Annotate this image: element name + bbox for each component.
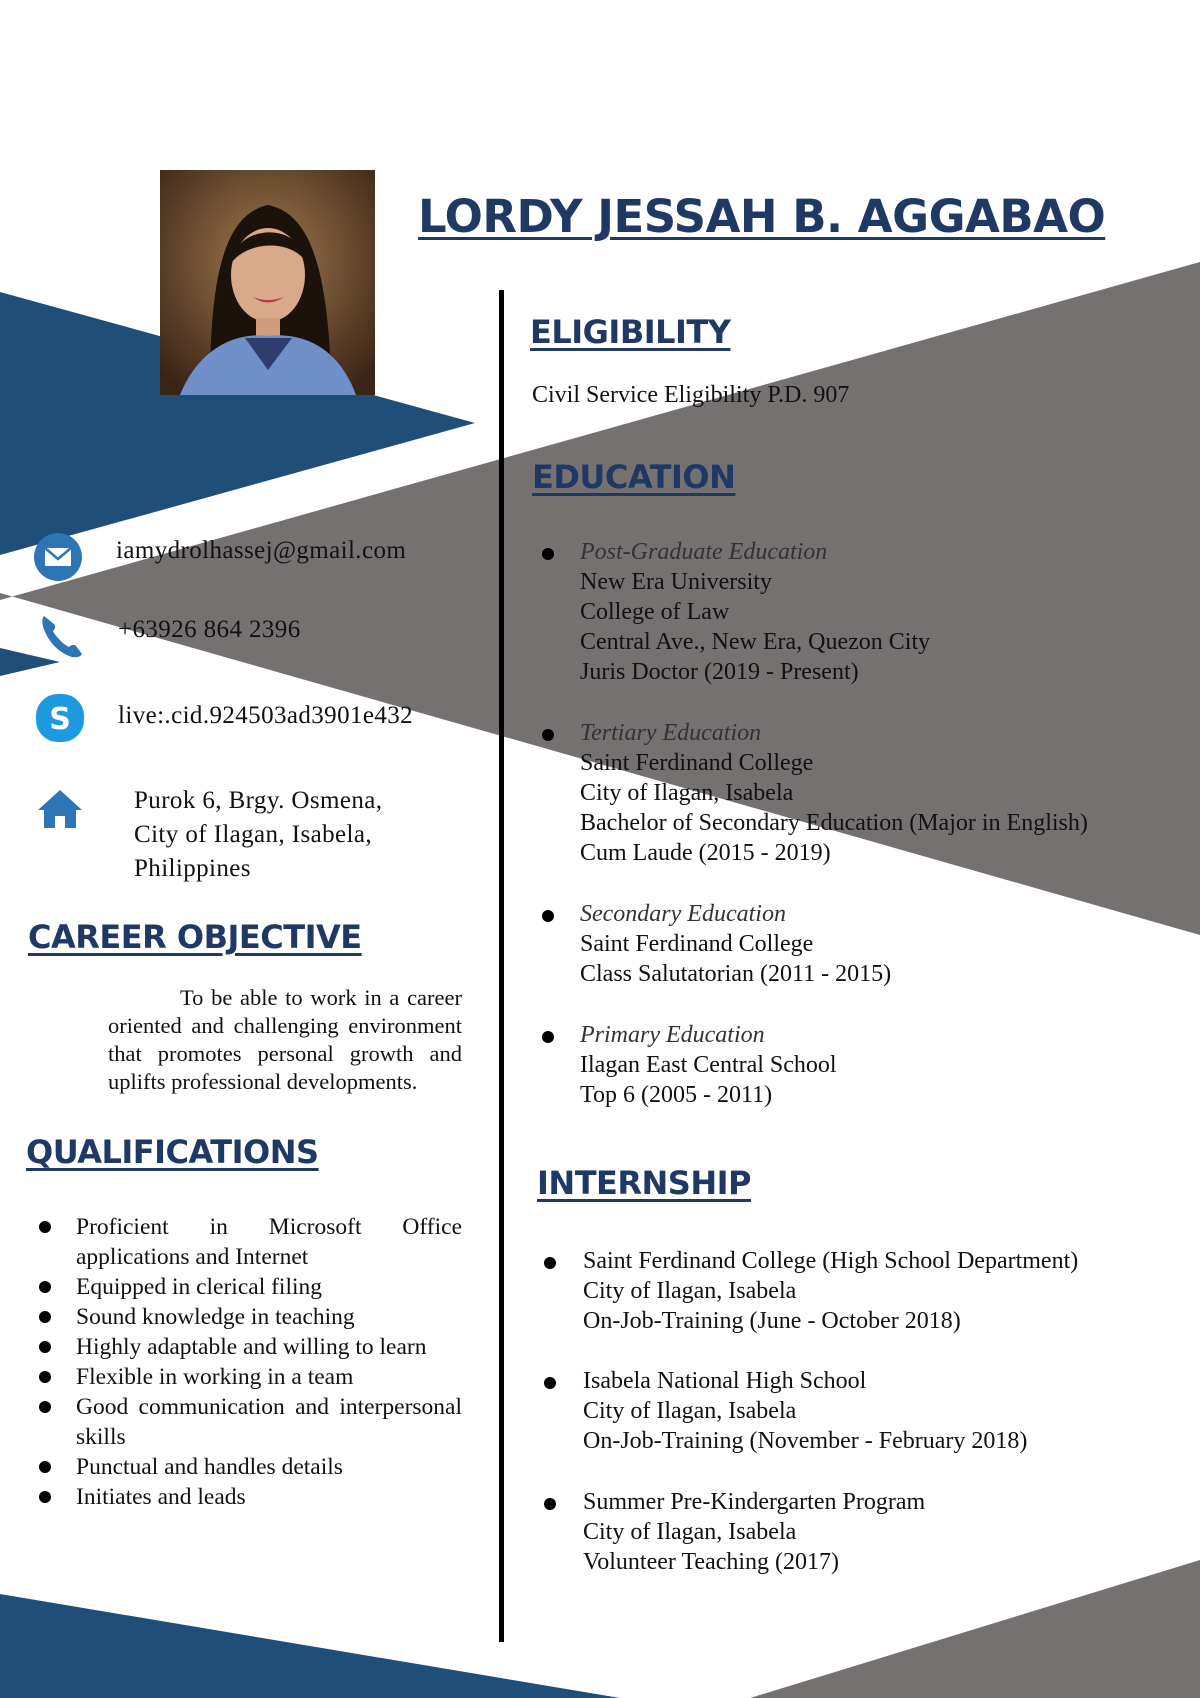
list-item-text: Good communication and interpersonal skills bbox=[76, 1394, 462, 1450]
bullet-icon bbox=[39, 1401, 51, 1413]
list-item-text: Initiates and leads bbox=[76, 1484, 246, 1510]
bullet-icon bbox=[39, 1311, 51, 1323]
internship-line: On-Job-Training (November - February 2018) bbox=[583, 1428, 1028, 1454]
education-level: Post-Graduate Education bbox=[580, 539, 828, 565]
eligibility-text: Civil Service Eligibility P.D. 907 bbox=[532, 382, 850, 408]
profile-photo bbox=[160, 170, 375, 395]
education-line: City of Ilagan, Isabela bbox=[580, 780, 794, 806]
bullet-icon bbox=[542, 729, 554, 741]
list-item bbox=[36, 1452, 462, 1482]
education-level: Primary Education bbox=[580, 1022, 765, 1048]
bullet-icon bbox=[39, 1461, 51, 1473]
bullet-icon bbox=[39, 1221, 51, 1233]
address-block bbox=[134, 784, 382, 886]
list-item-text: Highly adaptable and willing to learn bbox=[76, 1334, 427, 1360]
education-level: Tertiary Education bbox=[580, 720, 762, 746]
internship-line: City of Ilagan, Isabela bbox=[583, 1519, 797, 1545]
career-objective-heading: CAREER OBJECTIVE bbox=[28, 918, 362, 956]
list-item bbox=[36, 1362, 462, 1392]
education-heading: EDUCATION bbox=[532, 458, 736, 496]
page-title: LORDY JESSAH B. AGGABAO bbox=[418, 190, 1106, 243]
education-line: Ilagan East Central School bbox=[580, 1052, 837, 1078]
qualifications-list bbox=[36, 1212, 462, 1512]
envelope-icon bbox=[32, 531, 84, 583]
internship-line: On-Job-Training (June - October 2018) bbox=[583, 1308, 961, 1334]
internship-item bbox=[540, 1246, 1160, 1336]
column-divider bbox=[499, 290, 504, 1642]
bullet-icon bbox=[39, 1341, 51, 1353]
education-line: Cum Laude (2015 - 2019) bbox=[580, 840, 831, 866]
list-item bbox=[36, 1212, 462, 1272]
bullet-icon bbox=[39, 1371, 51, 1383]
list-item-text: Punctual and handles details bbox=[76, 1454, 343, 1480]
list-item-text: Sound knowledge in teaching bbox=[76, 1304, 355, 1330]
navy-bottom-shape bbox=[0, 1594, 620, 1698]
list-item-text: Proficient in Microsoft Office applications and Internet bbox=[76, 1214, 462, 1270]
address-line: Philippines bbox=[134, 855, 251, 882]
list-item bbox=[36, 1392, 462, 1452]
education-line: Bachelor of Secondary Education (Major in English) bbox=[580, 810, 1088, 836]
education-line: Saint Ferdinand College bbox=[580, 931, 814, 957]
gray-bottom-shape bbox=[750, 1560, 1200, 1698]
internship-line: Volunteer Teaching (2017) bbox=[583, 1549, 840, 1575]
phone-text: +63926 864 2396 bbox=[118, 616, 301, 643]
list-item bbox=[36, 1482, 462, 1512]
internship-line: City of Ilagan, Isabela bbox=[583, 1398, 797, 1424]
email-text: iamydrolhassej@gmail.com bbox=[116, 537, 407, 564]
internship-heading: INTERNSHIP bbox=[537, 1164, 751, 1202]
bullet-icon bbox=[39, 1281, 51, 1293]
svg-text:S: S bbox=[49, 702, 71, 737]
internship-line: City of Ilagan, Isabela bbox=[583, 1278, 797, 1304]
qualifications-heading: QUALIFICATIONS bbox=[26, 1133, 319, 1171]
education-item bbox=[538, 537, 1158, 687]
address-line: City of Ilagan, Isabela, bbox=[134, 821, 372, 848]
bullet-icon bbox=[544, 1498, 556, 1510]
education-line: Juris Doctor (2019 - Present) bbox=[580, 659, 859, 685]
education-line: Class Salutatorian (2011 - 2015) bbox=[580, 961, 892, 987]
phone-icon bbox=[36, 610, 88, 662]
career-objective-text: To be able to work in a career oriented and challenging environment that promotes personal growth and uplifts professional developments. bbox=[108, 985, 462, 1094]
education-item bbox=[538, 718, 1158, 868]
list-item bbox=[36, 1302, 462, 1332]
education-line: College of Law bbox=[580, 599, 730, 625]
internship-line: Isabela National High School bbox=[583, 1368, 867, 1394]
list-item bbox=[36, 1272, 462, 1302]
bullet-icon bbox=[544, 1257, 556, 1269]
bullet-icon bbox=[542, 548, 554, 560]
skype-icon bbox=[34, 692, 86, 744]
education-line: Central Ave., New Era, Quezon City bbox=[580, 629, 931, 655]
list-item-text: Equipped in clerical filing bbox=[76, 1274, 323, 1300]
education-level: Secondary Education bbox=[580, 901, 786, 927]
education-line: Saint Ferdinand College bbox=[580, 750, 814, 776]
eligibility-heading: ELIGIBILITY bbox=[530, 313, 731, 351]
internship-line: Summer Pre-Kindergarten Program bbox=[583, 1489, 926, 1515]
bullet-icon bbox=[542, 910, 554, 922]
skype-text: live:.cid.924503ad3901e432 bbox=[118, 702, 414, 729]
bullet-icon bbox=[39, 1491, 51, 1503]
list-item-text: Flexible in working in a team bbox=[76, 1364, 354, 1390]
education-line: Top 6 (2005 - 2011) bbox=[580, 1082, 773, 1108]
list-item bbox=[36, 1332, 462, 1362]
bullet-icon bbox=[542, 1031, 554, 1043]
internship-item bbox=[540, 1487, 1160, 1577]
internship-line: Saint Ferdinand College (High School Department) bbox=[583, 1248, 1079, 1274]
address-line: Purok 6, Brgy. Osmena, bbox=[134, 787, 383, 814]
education-item bbox=[538, 1020, 1158, 1110]
home-icon bbox=[34, 784, 86, 836]
internship-item bbox=[540, 1366, 1160, 1456]
education-item bbox=[538, 899, 1158, 989]
bullet-icon bbox=[544, 1377, 556, 1389]
education-line: New Era University bbox=[580, 569, 772, 595]
